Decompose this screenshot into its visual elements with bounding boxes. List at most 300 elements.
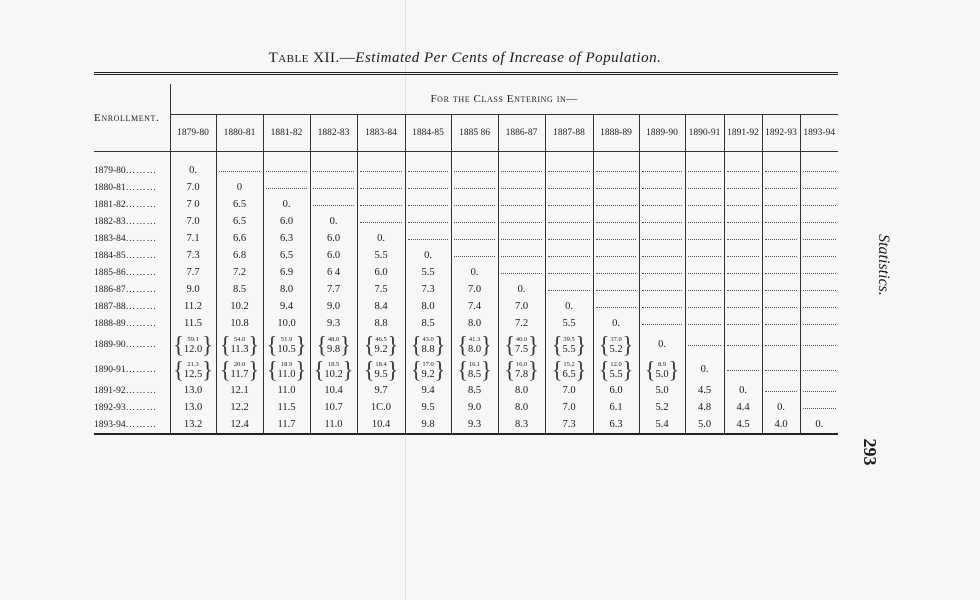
right-brace: } [434, 332, 446, 357]
lower-value: 6.5 [562, 368, 576, 380]
left-brace: { [316, 332, 327, 357]
dot-leader [727, 170, 760, 172]
right-brace: } [622, 332, 634, 357]
value-cell: 7.7 [310, 281, 357, 298]
empty-cell [724, 357, 762, 382]
lower-value: 11.0 [277, 368, 296, 380]
brace-group [173, 332, 213, 357]
empty-cell [762, 281, 800, 298]
row-label [94, 332, 170, 357]
column-header-row [94, 115, 838, 152]
empty-cell [800, 281, 838, 298]
value-cell: 9.0 [310, 298, 357, 315]
dot-leader [803, 344, 836, 346]
empty-cell [685, 281, 724, 298]
right-brace: } [481, 332, 492, 357]
dot-leader [688, 170, 721, 172]
lower-value: 5.0 [655, 368, 669, 380]
empty-cell [800, 357, 838, 382]
table-caption: Estimated Per Cents of Increase of Population. [355, 50, 662, 66]
empty-cell [639, 264, 685, 281]
brace-group [504, 332, 539, 357]
table-row [94, 247, 838, 264]
value-cell: 4.5 [685, 382, 724, 399]
value-cell: 13.0 [170, 399, 216, 416]
value-cell: 10.4 [310, 382, 357, 399]
brace-group [363, 332, 399, 357]
value-cell: 0. [405, 247, 451, 264]
dot-leader [360, 170, 401, 172]
bracketed-cell [263, 332, 310, 357]
right-brace: } [528, 357, 539, 382]
empty-cell [724, 179, 762, 196]
empty-cell [357, 213, 405, 230]
upper-value: 12.0 [610, 360, 622, 368]
dot-leader [765, 306, 798, 308]
value-cell: 7.2 [498, 315, 545, 332]
lower-value: 11.3 [230, 343, 249, 355]
dot-leader [765, 289, 798, 291]
dot-leader [596, 289, 636, 291]
dot-leader [803, 238, 836, 240]
value-cell: 9.3 [451, 416, 498, 434]
empty-cell [498, 162, 545, 179]
dot-leader [727, 369, 760, 371]
table-number: Table XII. [268, 50, 340, 66]
value-cell: 0. [170, 162, 216, 179]
dot-leader [727, 272, 760, 274]
empty-cell [545, 179, 593, 196]
column-header: 1891-92 [724, 115, 762, 152]
empty-cell [762, 196, 800, 213]
bracketed-cell [593, 357, 639, 382]
value-cell: 0 [216, 179, 263, 196]
value-cell: 11.5 [170, 315, 216, 332]
dot-leader [765, 272, 798, 274]
upper-value: 17.0 [422, 360, 434, 368]
dot-leader [803, 170, 836, 172]
dot-leader [727, 289, 760, 291]
bracketed-cell [593, 332, 639, 357]
row-label [94, 357, 170, 382]
row-label-leader: ……… [125, 250, 158, 261]
table-row [94, 230, 838, 247]
table-row [94, 179, 838, 196]
column-header: 1879-80 [170, 115, 216, 152]
value-cell: 9.4 [405, 382, 451, 399]
value-cell: 9.8 [405, 416, 451, 434]
empty-cell [724, 162, 762, 179]
bracketed-cell [310, 357, 357, 382]
row-label-year: 1889-90 [94, 339, 126, 350]
table-row [94, 332, 838, 357]
dot-leader [642, 289, 682, 291]
empty-cell [762, 213, 800, 230]
dot-leader [596, 306, 636, 308]
brace-group [504, 357, 539, 382]
row-label [94, 315, 170, 332]
left-brace: { [173, 357, 184, 382]
value-cell: 5.0 [639, 382, 685, 399]
bracketed-cell [170, 357, 216, 382]
value-cell: 8.0 [405, 298, 451, 315]
empty-cell [451, 247, 498, 264]
row-label-year: 1890-91 [94, 364, 126, 375]
empty-cell [800, 298, 838, 315]
value-cell: 6.8 [216, 247, 263, 264]
dot-leader [688, 272, 721, 274]
dot-leader [642, 187, 682, 189]
table-row [94, 196, 838, 213]
brace-group [410, 332, 446, 357]
right-brace: } [387, 357, 399, 382]
value-cell: 13.2 [170, 416, 216, 434]
dot-leader [360, 187, 401, 189]
row-label-year: 1882-83 [94, 216, 126, 227]
lower-value: 12.0 [183, 343, 203, 355]
row-label [94, 399, 170, 416]
column-header: 1886-87 [498, 115, 545, 152]
brace-group [410, 357, 446, 382]
dot-leader [642, 323, 682, 325]
dot-leader [266, 187, 306, 189]
empty-cell [357, 179, 405, 196]
value-cell: 9.0 [451, 399, 498, 416]
lower-value: 5.5 [562, 343, 576, 355]
empty-cell [762, 298, 800, 315]
dot-leader [548, 238, 589, 240]
column-header: 1892-93 [762, 115, 800, 152]
right-brace: } [481, 357, 492, 382]
value-cell: 7.0 [451, 281, 498, 298]
dot-leader [408, 238, 448, 240]
lower-value: 9.2 [374, 343, 388, 355]
value-cell: 8.5 [405, 315, 451, 332]
upper-value: 39.5 [563, 335, 575, 343]
title-dash: — [339, 50, 356, 66]
upper-value: 40.0 [515, 335, 528, 343]
dot-leader [501, 204, 541, 206]
empty-cell [639, 315, 685, 332]
lower-value: 9.2 [421, 368, 435, 380]
dot-leader [596, 204, 636, 206]
empty-cell [724, 230, 762, 247]
value-cell: 10.0 [263, 315, 310, 332]
empty-cell [639, 213, 685, 230]
right-brace: } [340, 332, 351, 357]
value-cell: 6.3 [593, 416, 639, 434]
empty-cell [762, 382, 800, 399]
dot-leader [596, 238, 636, 240]
table-row [94, 298, 838, 315]
bracketed-cell [170, 332, 216, 357]
left-brace: { [551, 357, 563, 382]
dot-leader [642, 238, 682, 240]
left-brace: { [457, 332, 468, 357]
dot-leader [727, 187, 760, 189]
row-label-leader: ……… [125, 318, 158, 329]
lower-value: 8.5 [467, 368, 482, 380]
upper-value: 16.1 [468, 360, 481, 368]
right-brace: } [202, 357, 213, 382]
table-row [94, 281, 838, 298]
dot-leader [803, 221, 836, 223]
empty-cell [800, 332, 838, 357]
value-cell: 6.0 [263, 213, 310, 230]
value-cell: 13.0 [170, 382, 216, 399]
dot-leader [408, 221, 448, 223]
row-label-year: 1884-85 [94, 250, 126, 261]
empty-cell [685, 247, 724, 264]
row-label-year: 1883-84 [94, 233, 126, 244]
dot-leader [803, 204, 836, 206]
dot-leader [501, 238, 541, 240]
right-brace: } [528, 332, 539, 357]
lower-value: 11.7 [230, 368, 249, 380]
dot-leader [727, 221, 760, 223]
row-label-leader: ……… [125, 402, 158, 413]
column-header: 1881-82 [263, 115, 310, 152]
row-label-year: 1885-86 [94, 267, 126, 278]
table-body [94, 152, 838, 442]
column-header: 1880-81 [216, 115, 263, 152]
dot-leader [548, 272, 589, 274]
left-brace: { [363, 357, 375, 382]
left-brace: { [266, 332, 278, 357]
bracketed-cell [545, 357, 593, 382]
dot-leader [765, 204, 798, 206]
upper-value: 48.0 [327, 335, 340, 343]
value-cell: 10.7 [310, 399, 357, 416]
table-row [94, 357, 838, 382]
dot-leader [803, 306, 836, 308]
empty-cell [639, 281, 685, 298]
left-brace: { [598, 357, 610, 382]
empty-cell [451, 179, 498, 196]
value-cell: 12.1 [216, 382, 263, 399]
empty-cell [545, 264, 593, 281]
value-cell: 6 4 [310, 264, 357, 281]
right-brace: } [295, 357, 307, 382]
dot-leader [688, 344, 721, 346]
value-cell: 11.5 [263, 399, 310, 416]
empty-cell [451, 213, 498, 230]
bracketed-cell [310, 332, 357, 357]
bracketed-cell [216, 357, 263, 382]
value-cell: 7.3 [405, 281, 451, 298]
value-cell: 10.8 [216, 315, 263, 332]
dot-leader [408, 170, 448, 172]
empty-cell [724, 213, 762, 230]
table-row [94, 399, 838, 416]
brace-group [266, 332, 307, 357]
empty-cell [724, 298, 762, 315]
value-cell: 4.5 [724, 416, 762, 434]
empty-cell [724, 247, 762, 264]
row-label-leader: ……… [125, 419, 158, 430]
dot-leader [642, 204, 682, 206]
right-brace: } [575, 332, 587, 357]
dot-leader [727, 344, 760, 346]
right-brace: } [622, 357, 634, 382]
table-row [94, 416, 838, 434]
empty-cell [639, 179, 685, 196]
dot-leader [803, 272, 836, 274]
left-brace: { [410, 332, 422, 357]
right-brace: } [248, 332, 260, 357]
dot-leader [688, 204, 721, 206]
value-cell: 9.7 [357, 382, 405, 399]
group-header: For the Class Entering in— [170, 84, 838, 115]
dot-leader [727, 255, 760, 257]
value-cell: 8.5 [451, 382, 498, 399]
row-label-year: 1879-80 [94, 165, 126, 176]
empty-cell [405, 213, 451, 230]
right-brace: } [342, 357, 354, 382]
right-brace: } [434, 357, 446, 382]
dot-leader [596, 272, 636, 274]
value-cell: 9.4 [263, 298, 310, 315]
dot-leader [765, 238, 798, 240]
value-cell: 11.0 [310, 416, 357, 434]
value-cell: 0. [357, 230, 405, 247]
lower-value: 12.5 [183, 368, 203, 380]
empty-cell [685, 162, 724, 179]
upper-value: 18.9 [280, 360, 293, 368]
upper-value: 54.0 [233, 335, 246, 343]
dot-leader [688, 306, 721, 308]
column-header: 1889-90 [639, 115, 685, 152]
row-label [94, 179, 170, 196]
value-cell: 7 0 [170, 196, 216, 213]
value-cell: 8.0 [263, 281, 310, 298]
dot-leader [727, 238, 760, 240]
dot-leader [360, 204, 401, 206]
empty-cell [263, 162, 310, 179]
empty-cell [724, 264, 762, 281]
upper-value: 20.0 [233, 360, 246, 368]
brace-group [598, 332, 634, 357]
dot-leader [765, 255, 798, 257]
bracketed-cell [545, 332, 593, 357]
right-brace: } [668, 357, 680, 382]
column-header: 1882-83 [310, 115, 357, 152]
empty-cell [498, 213, 545, 230]
value-cell: 7.4 [451, 298, 498, 315]
dot-leader [765, 221, 798, 223]
row-label-year: 1891-92 [94, 385, 126, 396]
dot-leader [454, 255, 494, 257]
dot-leader [501, 221, 541, 223]
value-cell: 0. [639, 332, 685, 357]
group-header-row [94, 84, 838, 115]
dot-leader [765, 344, 798, 346]
empty-cell [545, 162, 593, 179]
value-cell: 7.0 [498, 298, 545, 315]
row-label-leader: ……… [125, 199, 158, 210]
table-row [94, 264, 838, 281]
value-cell: 4.4 [724, 399, 762, 416]
dot-leader [501, 170, 541, 172]
dot-leader [266, 170, 306, 172]
dot-leader [642, 306, 682, 308]
dot-leader [454, 204, 494, 206]
empty-cell [357, 162, 405, 179]
value-cell: 8.8 [357, 315, 405, 332]
empty-cell [593, 281, 639, 298]
dot-leader [548, 187, 589, 189]
value-cell: 10.4 [357, 416, 405, 434]
empty-cell [451, 162, 498, 179]
empty-cell [762, 357, 800, 382]
dot-leader [642, 221, 682, 223]
empty-cell [405, 162, 451, 179]
table-row [94, 382, 838, 399]
left-brace: { [410, 357, 422, 382]
dot-leader [548, 204, 589, 206]
empty-cell [800, 399, 838, 416]
empty-cell [762, 315, 800, 332]
brace-group [313, 357, 354, 382]
dot-leader [501, 187, 541, 189]
dot-leader [727, 323, 760, 325]
value-cell: 7.3 [170, 247, 216, 264]
value-cell: 0. [545, 298, 593, 315]
upper-value: 18.5 [327, 360, 340, 368]
right-brace: } [248, 357, 260, 382]
empty-cell [310, 179, 357, 196]
row-label [94, 264, 170, 281]
dot-leader [688, 187, 721, 189]
value-cell: 6.0 [357, 264, 405, 281]
row-header: Enrollment. [94, 84, 170, 152]
empty-cell [639, 298, 685, 315]
value-cell: 5.5 [357, 247, 405, 264]
row-label-leader: ……… [125, 233, 158, 244]
empty-cell [685, 332, 724, 357]
value-cell: 6.0 [310, 247, 357, 264]
page-number: 293 [860, 438, 880, 466]
empty-cell [800, 382, 838, 399]
dot-leader [642, 170, 682, 172]
value-cell: 8.5 [216, 281, 263, 298]
right-brace: } [295, 332, 307, 357]
dot-leader [596, 187, 636, 189]
dot-leader [688, 221, 721, 223]
empty-cell [405, 196, 451, 213]
lower-value: 7.8 [514, 368, 529, 380]
dot-leader [803, 187, 836, 189]
empty-cell [685, 196, 724, 213]
upper-value: 18.4 [375, 360, 387, 368]
empty-cell [451, 196, 498, 213]
bracketed-cell [263, 357, 310, 382]
empty-cell [762, 247, 800, 264]
bracketed-cell [405, 357, 451, 382]
brace-group [457, 357, 492, 382]
value-cell: 12.4 [216, 416, 263, 434]
dot-leader [803, 369, 836, 371]
dot-leader [313, 170, 353, 172]
empty-cell [762, 162, 800, 179]
value-cell: 7.0 [545, 399, 593, 416]
dot-leader [688, 238, 721, 240]
row-label [94, 162, 170, 179]
dot-leader [313, 187, 353, 189]
row-label-leader: ……… [125, 301, 158, 312]
value-cell: 0. [724, 382, 762, 399]
row-label-year: 1888-89 [94, 318, 126, 329]
